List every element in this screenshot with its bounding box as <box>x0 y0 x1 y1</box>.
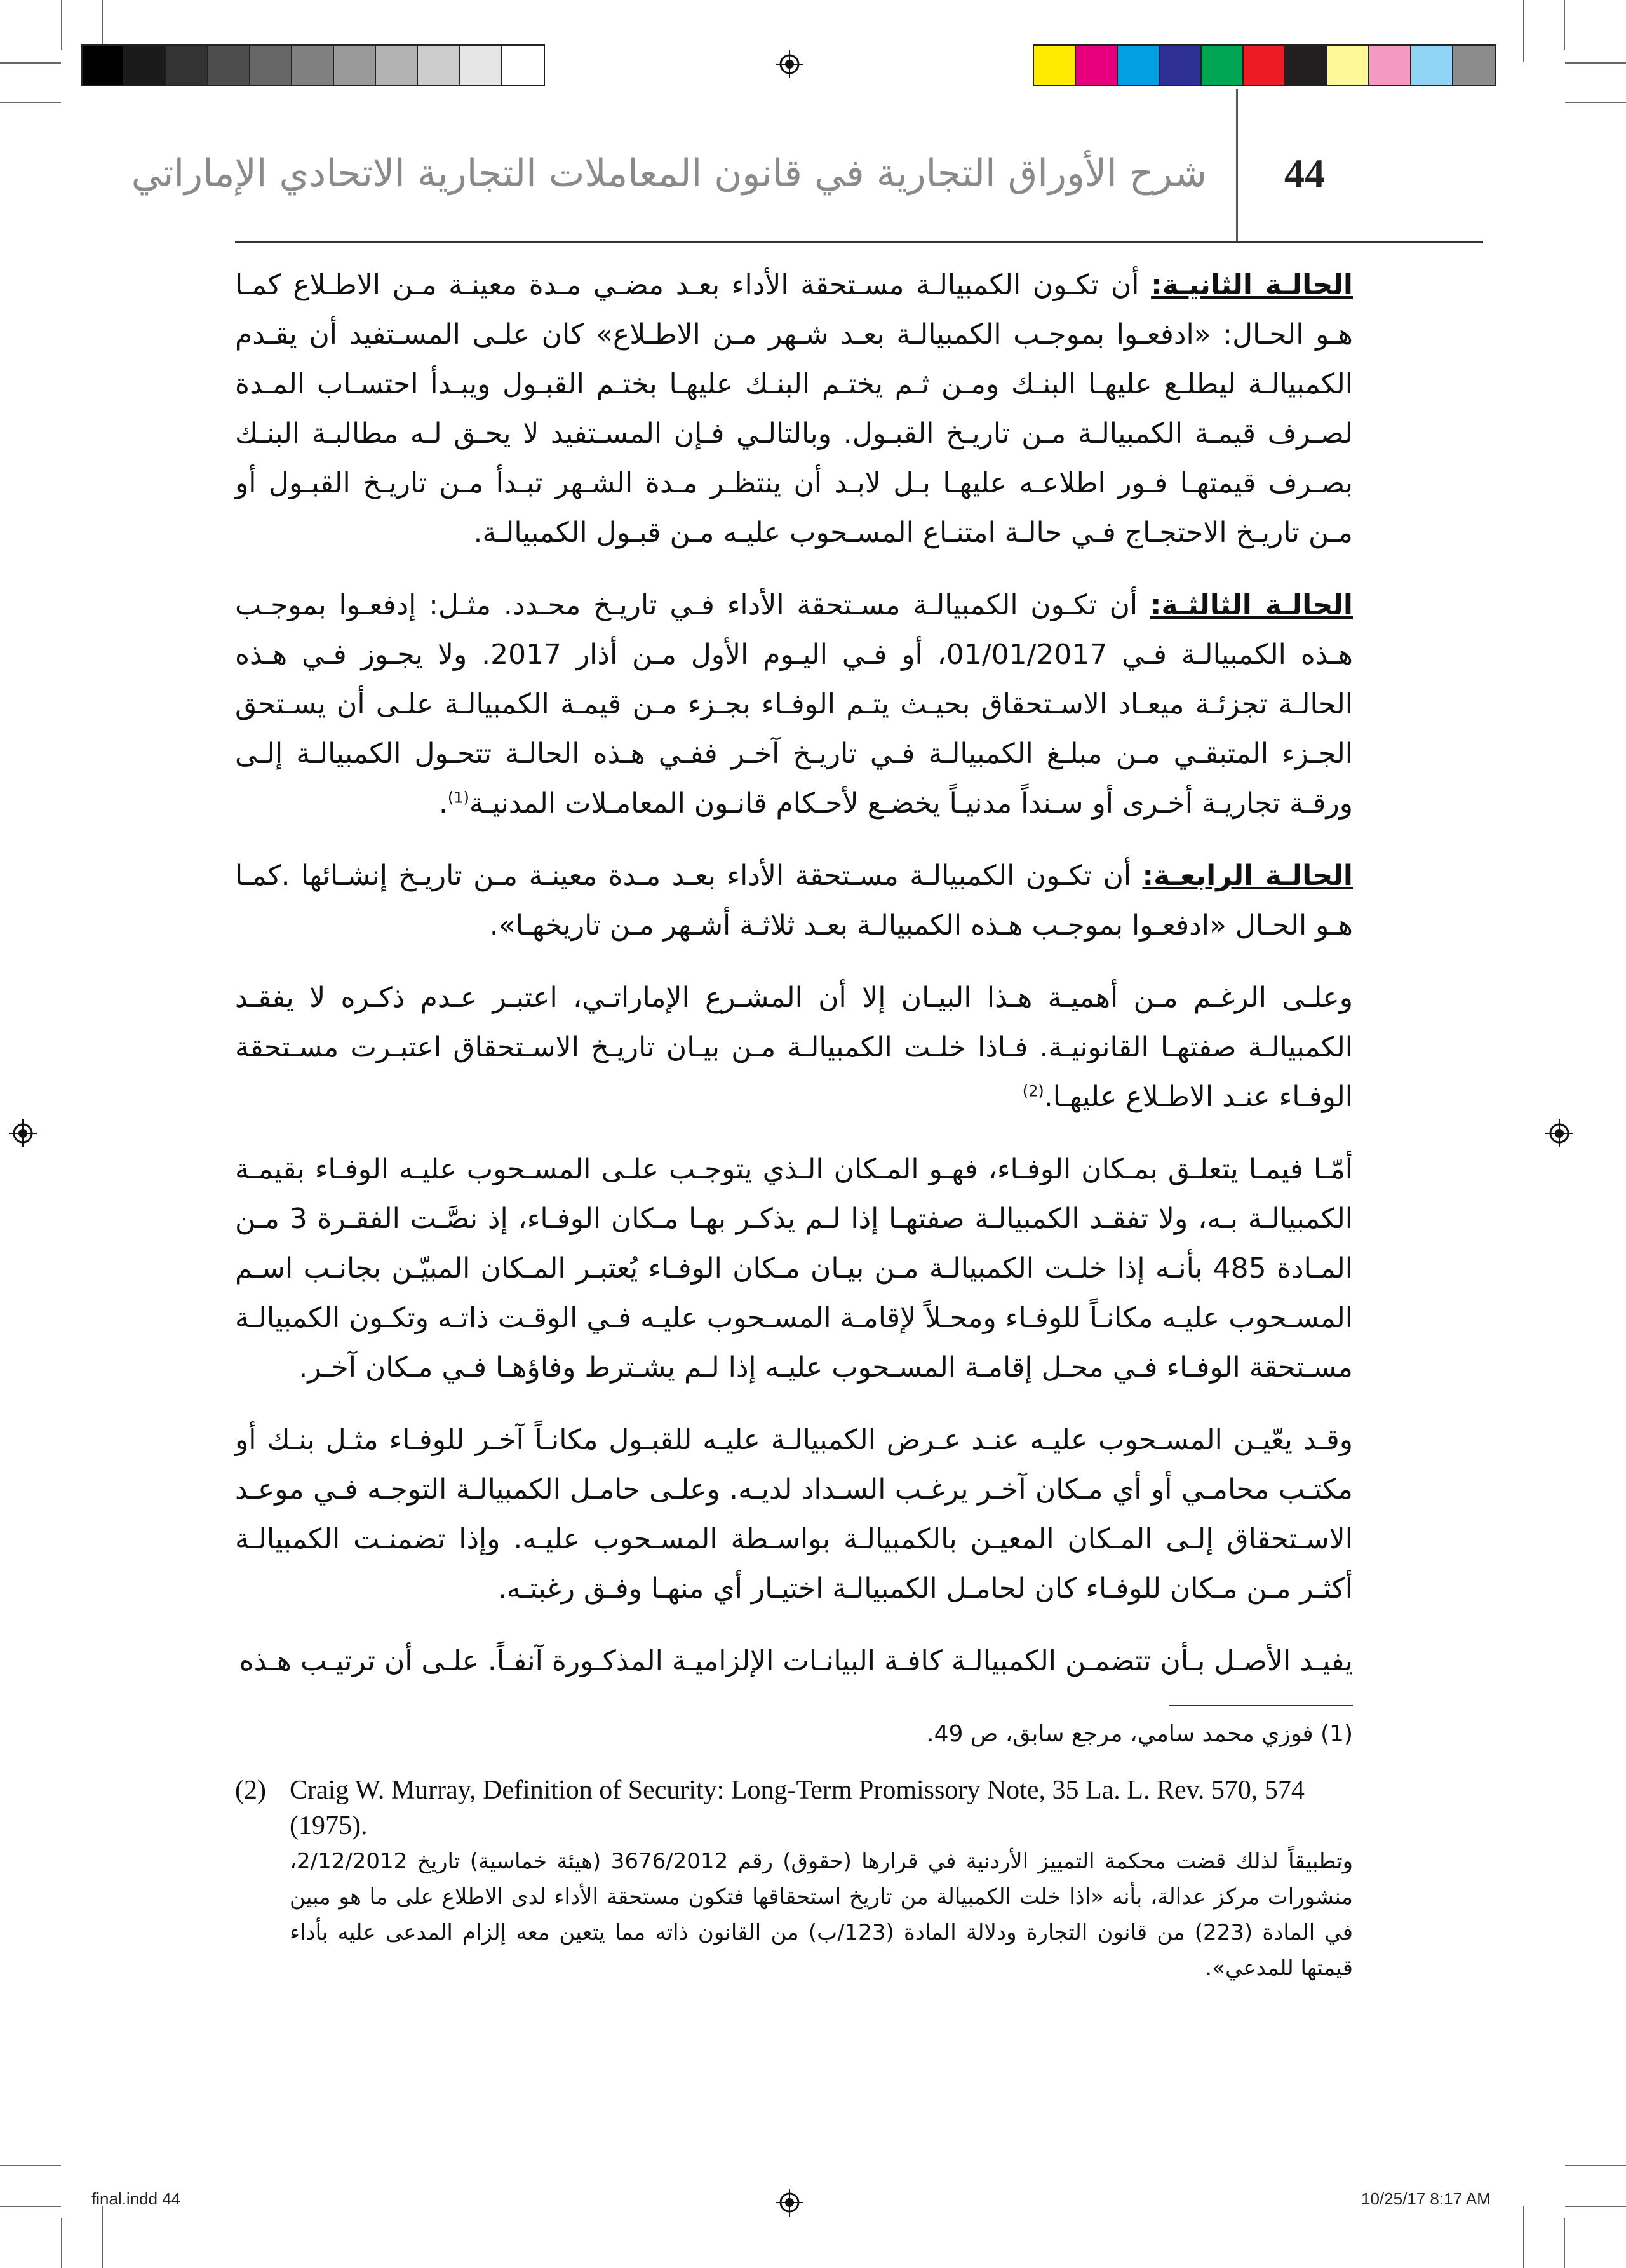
color-swatch <box>292 46 334 85</box>
color-swatch <box>208 46 250 85</box>
crop-mark <box>0 62 61 64</box>
color-swatch <box>1160 46 1202 85</box>
crop-mark <box>61 2218 62 2268</box>
crop-mark <box>1564 0 1565 50</box>
color-swatch <box>250 46 292 85</box>
color-swatch <box>1411 46 1453 85</box>
registration-mark-icon <box>776 50 803 78</box>
case-heading: الحالـة الثالثـة: <box>1150 589 1353 621</box>
header-divider <box>1236 89 1238 243</box>
color-swatch <box>502 46 544 85</box>
footnote-citation: Craig W. Murray, Definition of Security: Long-Term Promissory Note, 35 La. L. Rev. 570, 574 (1975). <box>290 1776 1305 1840</box>
footnote-ref[interactable]: (2) <box>1022 1082 1044 1100</box>
footnote-separator <box>1169 1705 1353 1706</box>
footnote-2-arabic: وتطبيقاً لذلك قضت محكمة التمييز الأردنية في قرارها (حقوق) رقم 3676/2012 (هيئة خماسية) تاريخ 2/12/2012، منشورات مركز عدالة، بأنه «اذا خلت الكمبيالة من تاريخ استحقاقها فتكون مستحقة الأداء لدى الاطلاع على ما هو مبين في المادة (223) من قانون التجارة ودلالة المادة (123/ب) من القانون ذاته مما يتعين معه إلزام المدعى عليه بأداء قيمتها للمدعي». <box>290 1849 1354 1981</box>
paragraph-importance <box>235 973 1353 1122</box>
color-swatch <box>166 46 208 85</box>
footnote-2 <box>235 1772 1353 1844</box>
paragraph-designated-place: وقـد يعّيـن المسـحوب عليـه عنـد عـرض الكمبيالـة عليـه للقبـول مكانـاً آخـر للوفـاء مثـل بنـك أو مكتـب محامـي أو أي مـكان آخـر يرغـب السـداد لديـه. وعلـى حامـل الكمبيالـة التوجـه فـي موعـد الاسـتحقاق إلـى المـكان المعيـن بالكمبيالـة بواسـطة المسـحوب عليـه. وإذا تضمنـت الكمبيالـة أكثـر مـن مـكان للوفـاء كان لحامـل الكمبيالـة اختيـار أي منهـا وفـق رغبتـه. <box>235 1424 1353 1605</box>
color-swatch <box>124 46 166 85</box>
crop-mark <box>1523 2206 1524 2268</box>
paragraph-text: أن تكـون الكمبيالـة مسـتحقة الأداء بعـد مضـي مـدة معينـة مـن الاطـلاع كمـا هـو الحـال: «ادفعـوا بموجـب الكمبيالـة بعـد شـهر مـن الاطـلاع» كان علـى المسـتفيد أن يقـدم الكمبيالـة ليطلـع عليهـا البنـك ومـن ثـم يختـم البنـك عليهـا بختـم القبـول ويبـدأ احتسـاب المـدة لصـرف قيمـة الكمبيالـة مـن تاريـخ القبـول. وبالتالـي فـإن المسـتفيد لا يحـق لـه مطالبـة البنـك بصـرف قيمتهـا فـور اطلاعـه عليهـا بـل لابـد أن ينتظـر مـدة الشـهر تبـدأ مـن تاريـخ القبـول أو مـن تاريـخ الاحتجـاج فـي حالـة امتنـاع المسـحوب عليـه مـن قبـول الكمبيالـة. <box>235 269 1353 549</box>
paragraph-principle: يفيـد الأصـل بـأن تتضمـن الكمبيالـة كافـة البيانـات الإلزاميـة المذكـورة آنفـاً. علـى أن ترتيـب هـذه <box>239 1645 1353 1677</box>
crop-mark <box>1565 102 1626 103</box>
crop-mark <box>61 0 62 50</box>
page-number: 44 <box>1284 151 1325 196</box>
crop-mark <box>1565 2165 1626 2166</box>
page-body <box>235 260 1353 1709</box>
paragraph-text: أن تكـون الكمبيالـة مسـتحقة الأداء بعـد مـدة معينـة مـن تاريـخ إنشـائها .كمـا هـو الحـال «ادفعـوا بموجـب هـذه الكمبيالـة بعـد ثلاثـة أشـهر مـن تاريخهـا». <box>235 860 1353 942</box>
color-swatch <box>83 46 124 85</box>
footnote-ref[interactable]: (1) <box>447 788 469 807</box>
crop-mark <box>1523 0 1524 62</box>
slug-timestamp: 10/25/17 8:17 AM <box>1361 2189 1491 2208</box>
color-swatch <box>418 46 460 85</box>
crop-mark <box>0 2206 61 2207</box>
header-rule <box>235 241 1483 243</box>
case-heading: الحالـة الرابعـة: <box>1142 860 1353 892</box>
registration-mark-icon <box>9 1119 37 1147</box>
crop-mark <box>102 2206 103 2268</box>
paragraph-text: وعلـى الرغـم مـن أهميـة هـذا البيـان إلا أن المشـرع الإماراتـي، اعتبـر عـدم ذكـره لا يفقـد الكمبيالـة صفتهـا القانونيـة. فـاذا خلـت الكمبيالـة مـن بيـان تاريـخ الاسـتحقاق اعتبـرت مسـتحقة الوفـاء عنـد الاطـلاع عليهـا. <box>235 982 1353 1113</box>
paragraph-text-end: . <box>438 787 448 820</box>
paragraph-case-2 <box>235 260 1353 558</box>
paragraph-place-of-payment: أمّـا فيمـا يتعلـق بمـكان الوفـاء، فهـو المـكان الـذي يتوجـب علـى المسـحوب عليـه الوفـاء بقيمـة الكمبيالـة بـه، ولا تفقـد الكمبيالـة صفتهـا إذا لـم يذكـر بهـا مـكان الوفـاء، إذ نصَّـت الفقـرة 3 مـن المـادة 485 بأنـه إذا خلـت الكمبيالـة مـن بيـان مـكان الوفـاء يُعتبـر المـكان المبيّـن بجانـب اسـم المسـحوب عليـه مكانـاً للوفـاء ومحـلاً لإقامـة المسـحوب عليـه فـي الوقـت ذاتـه وتكـون الكمبيالـة مسـتحقة الوفـاء فـي محـل إقامـة المسـحوب عليـه إذا لـم يشـترط وفاؤهـا فـي مـكان آخـر. <box>235 1153 1354 1384</box>
color-swatch <box>1118 46 1160 85</box>
grayscale-bar <box>81 44 545 86</box>
color-swatch <box>1327 46 1369 85</box>
paragraph-text: أن تكـون الكمبيالـة مسـتحقة الأداء فـي تاريـخ محـدد. مثـل: إدفعـوا بموجـب هـذه الكمبيالـة فـي 01/01/2017، أو فـي اليـوم الأول مـن أذار 2017. ولا يجـوز فـي هـذه الحالـة تجزئـة ميعـاد الاسـتحقاق بحيـث يتـم الوفـاء بجـزء مـن قيمـة الكمبيالـة علـى أن يسـتحق الجـزء المتبقـي مـن مبلـغ الكمبيالـة فـي تاريـخ آخـر ففـي هـذه الحالـة تتحـول الكمبيالـة إلـى ورقـة تجاريـة أخـرى أو سـنداً مدنيـاً يخضـع لأحـكام قانـون المعامـلات المدنيـة <box>235 589 1353 820</box>
footnotes <box>235 1715 1353 1986</box>
color-bar <box>1033 44 1496 86</box>
crop-mark <box>1564 2218 1565 2268</box>
paragraph-case-4 <box>235 851 1353 950</box>
crop-mark <box>1565 2206 1626 2207</box>
running-header-title: شرح الأوراق التجارية في قانون المعاملات التجارية الاتحادي الإماراتي <box>131 151 1207 196</box>
color-swatch <box>460 46 502 85</box>
crop-mark <box>0 102 61 103</box>
color-swatch <box>1286 46 1327 85</box>
registration-mark-icon <box>776 2189 803 2217</box>
color-swatch <box>1202 46 1244 85</box>
registration-mark-icon <box>1545 1119 1573 1147</box>
footnote-1: (1) فوزي محمد سامي، مرجع سابق، ص 49. <box>927 1721 1353 1747</box>
color-swatch <box>334 46 376 85</box>
paragraph-case-3 <box>235 581 1353 828</box>
color-swatch <box>1076 46 1118 85</box>
color-swatch <box>1453 46 1495 85</box>
crop-mark <box>0 2165 61 2166</box>
color-swatch <box>1034 46 1076 85</box>
color-swatch <box>1369 46 1411 85</box>
slug-filename: final.indd 44 <box>91 2189 181 2208</box>
footnote-number: (2) <box>235 1776 266 1805</box>
color-swatch <box>376 46 418 85</box>
case-heading: الحالـة الثانيـة: <box>1151 269 1353 301</box>
crop-mark <box>1565 62 1626 64</box>
color-swatch <box>1244 46 1286 85</box>
